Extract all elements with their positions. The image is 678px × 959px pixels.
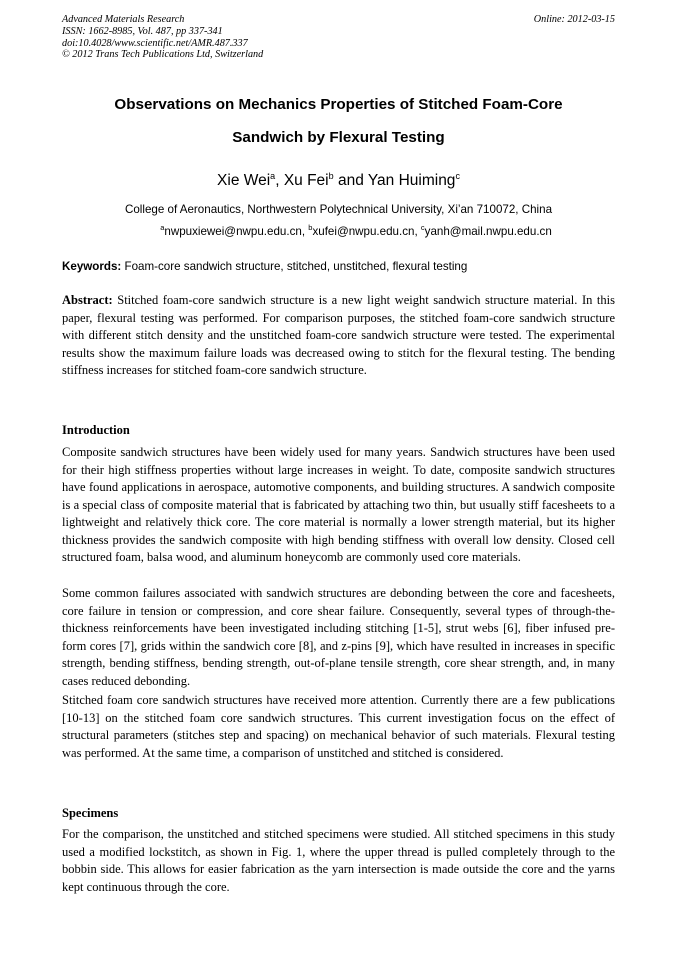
paper-title xyxy=(62,88,615,154)
online-date: Online: 2012-03-15 xyxy=(533,14,615,25)
author-3: Yan Huiming xyxy=(367,172,456,190)
title-line-2: Sandwich by Flexural Testing xyxy=(232,129,445,146)
affiliation xyxy=(62,201,615,241)
introduction-heading: Introduction xyxy=(62,423,130,437)
author-2-sup: b xyxy=(328,171,334,181)
email-a-sup: a xyxy=(160,223,165,232)
keywords-label: Keywords: xyxy=(62,260,122,273)
keywords xyxy=(62,259,615,275)
abstract-text: Stitched foam-core sandwich structure is a new light weight sandwich structure material. In this paper, flexural testing was performed. For comparison purposes, the stitched foam-core sandwich structure with different stitch density and the unstitched foam-core sandwich structure were tested. The experimental results show the maximum failure loads was decreased owing to stitch for the flexural testing. The bending stiffness increases for stitched foam-core sandwich structure. xyxy=(62,293,615,378)
introduction-paragraph-2: Some common failures associated with sandwich structures are debonding between the core and facesheets, core failure in tension or compression, and core shear failure. Consequently, several types of through-the-thickness reinforcements have been investigated including stitching [1-5], strut webs [6], fiber infused pre-form cores [7], grids within the sandwich core [8], and z-pins [9], which have resulted in increases in specific strength, bending stiffness, bending strength, out-of-plane tensile strength, core shear strength, and, in many cases reduced debonding. xyxy=(62,586,615,688)
keywords-text: Foam-core sandwich structure, stitched, unstitched, flexural testing xyxy=(121,260,468,273)
author-and: and xyxy=(333,172,368,190)
issn-line: ISSN: 1662-8985, Vol. 487, pp 337-341 xyxy=(62,25,223,37)
email-c-sup: c xyxy=(420,223,425,232)
email-c[interactable]: yanh@mail.nwpu.edu.cn xyxy=(424,224,552,238)
email-b[interactable]: xufei@nwpu.edu.cn, xyxy=(312,224,421,238)
author-2: Xu Fei xyxy=(283,172,329,190)
copyright-line: © 2012 Trans Tech Publications Ltd, Switzerland xyxy=(62,49,264,61)
institution: College of Aeronautics, Northwestern Polytechnical University, Xi’an 710072, China xyxy=(124,203,553,216)
introduction-paragraph-1: Composite sandwich structures have been widely used for many years. Sandwich structures have been used for their high stiffness properties without large increases in weight. To date, composite sandwich structures have found applications in aerospace, automotive components, and building structures. A sandwich composite is a special class of composite material that is fabricated by attaching two thin, but usually stiff facesheets to a lightweight and relatively thick core. The core material is normally a lower strength material, but its higher thickness provides the sandwich composite with high bending stiffness with overall low density. Closed cell structured foam, balsa wood, and aluminum honeycomb are commonly used core materials. xyxy=(62,445,615,565)
specimens-heading: Specimens xyxy=(62,806,119,820)
specimens-paragraph-1: For the comparison, the unstitched and stitched specimens were studied. All stitched specimens in this study used a modified lockstitch, as shown in Fig. 1, where the upper thread is pulled completely through to the bobbin side. This allows for easier fabrication as the yarn intersection is made outside the core and the yarns kept continuous through the core. xyxy=(62,827,615,894)
title-line-1: Observations on Mechanics Properties of Stitched Foam-Core xyxy=(114,96,563,113)
email-a[interactable]: nwpuxiewei@nwpu.edu.cn, xyxy=(164,224,309,238)
running-header xyxy=(62,14,422,61)
introduction-paragraph-3: Stitched foam core sandwich structures have received more attention. Currently there are a few publications [10-13] on the stitched foam core sandwich structures. This current investigation focus on the effect of structural parameters (stitches step and spacing) on mechanical behavior of such materials. Flexural testing was performed. At the same time, a comparison of unstitched and stitched is considered. xyxy=(62,693,615,760)
author-1: Xie Wei xyxy=(217,172,271,190)
doi-line[interactable]: doi:10.4028/www.scientific.net/AMR.487.337 xyxy=(62,37,248,49)
abstract xyxy=(62,292,615,380)
author-3-sup: c xyxy=(455,171,460,181)
author-1-sup: a xyxy=(270,171,276,181)
journal-name: Advanced Materials Research xyxy=(62,14,185,25)
author-separator: , xyxy=(275,172,284,190)
email-b-sup: b xyxy=(308,223,313,232)
author-list xyxy=(62,165,615,192)
abstract-label: Abstract: xyxy=(62,293,113,307)
email-list xyxy=(62,219,615,241)
